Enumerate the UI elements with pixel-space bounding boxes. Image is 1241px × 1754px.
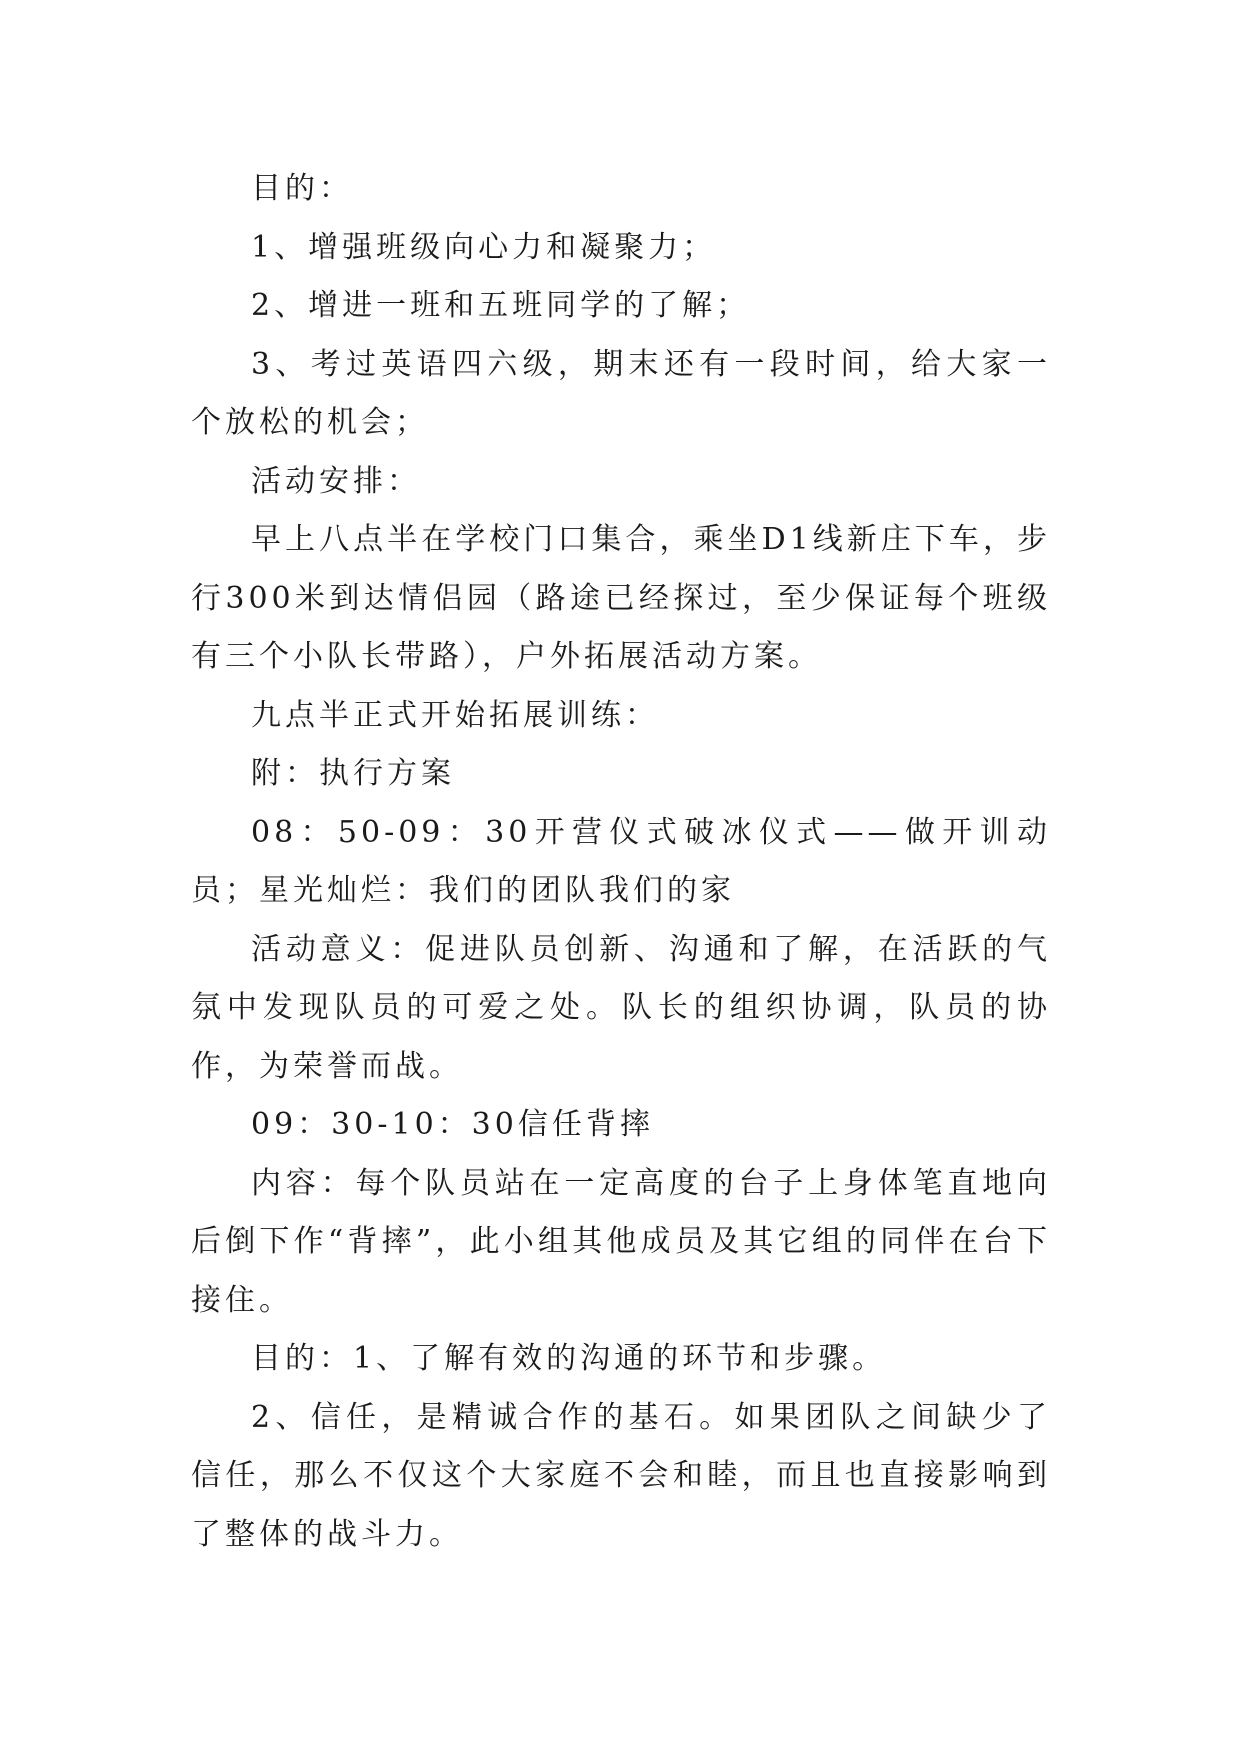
document-body [191, 160, 1051, 1564]
paragraph-arrangement-heading: 活动安排： [251, 463, 421, 499]
paragraph-schedule-2: 09：30-10：30信任背摔 [251, 1107, 654, 1142]
paragraph-activity-meaning: 活动意义：促进队员创新、沟通和了解，在活跃的气氛中发现队员的可爱之处。队长的组织协调，队员的协作，为荣誉而战。 [191, 931, 1051, 1084]
paragraph-content: 内容：每个队员站在一定高度的台子上身体笔直地向后倒下作“背摔”，此小组其他成员及其它组的同伴在台下接住。 [191, 1165, 1051, 1318]
paragraph-plan-heading: 附：执行方案 [251, 756, 455, 791]
paragraph-purpose-1: 1、增强班级向心力和凝聚力； [251, 229, 717, 265]
paragraph-purpose-2: 2、增进一班和五班同学的了解； [251, 288, 751, 323]
paragraph-schedule-1: 08：50-09：30开营仪式破冰仪式——做开训动员；星光灿烂：我们的团队我们的家 [191, 814, 1051, 908]
paragraph-purpose-heading: 目的： [251, 171, 353, 206]
paragraph-arrangement-detail: 早上八点半在学校门口集合，乘坐D1线新庄下车，步行300米到达情侣园（路途已经探过，至少保证每个班级有三个小队长带路），户外拓展活动方案。 [191, 522, 1051, 674]
paragraph-purpose-3: 3、考过英语四六级，期末还有一段时间，给大家一个放松的机会； [191, 346, 1051, 440]
paragraph-goal-1: 目的：1、了解有效的沟通的环节和步骤。 [251, 1341, 887, 1376]
paragraph-training-start: 九点半正式开始拓展训练： [251, 697, 659, 733]
paragraph-goal-2: 2、信任，是精诚合作的基石。如果团队之间缺少了信任，那么不仅这个大家庭不会和睦，而且也直接影响到了整体的战斗力。 [191, 1399, 1051, 1552]
